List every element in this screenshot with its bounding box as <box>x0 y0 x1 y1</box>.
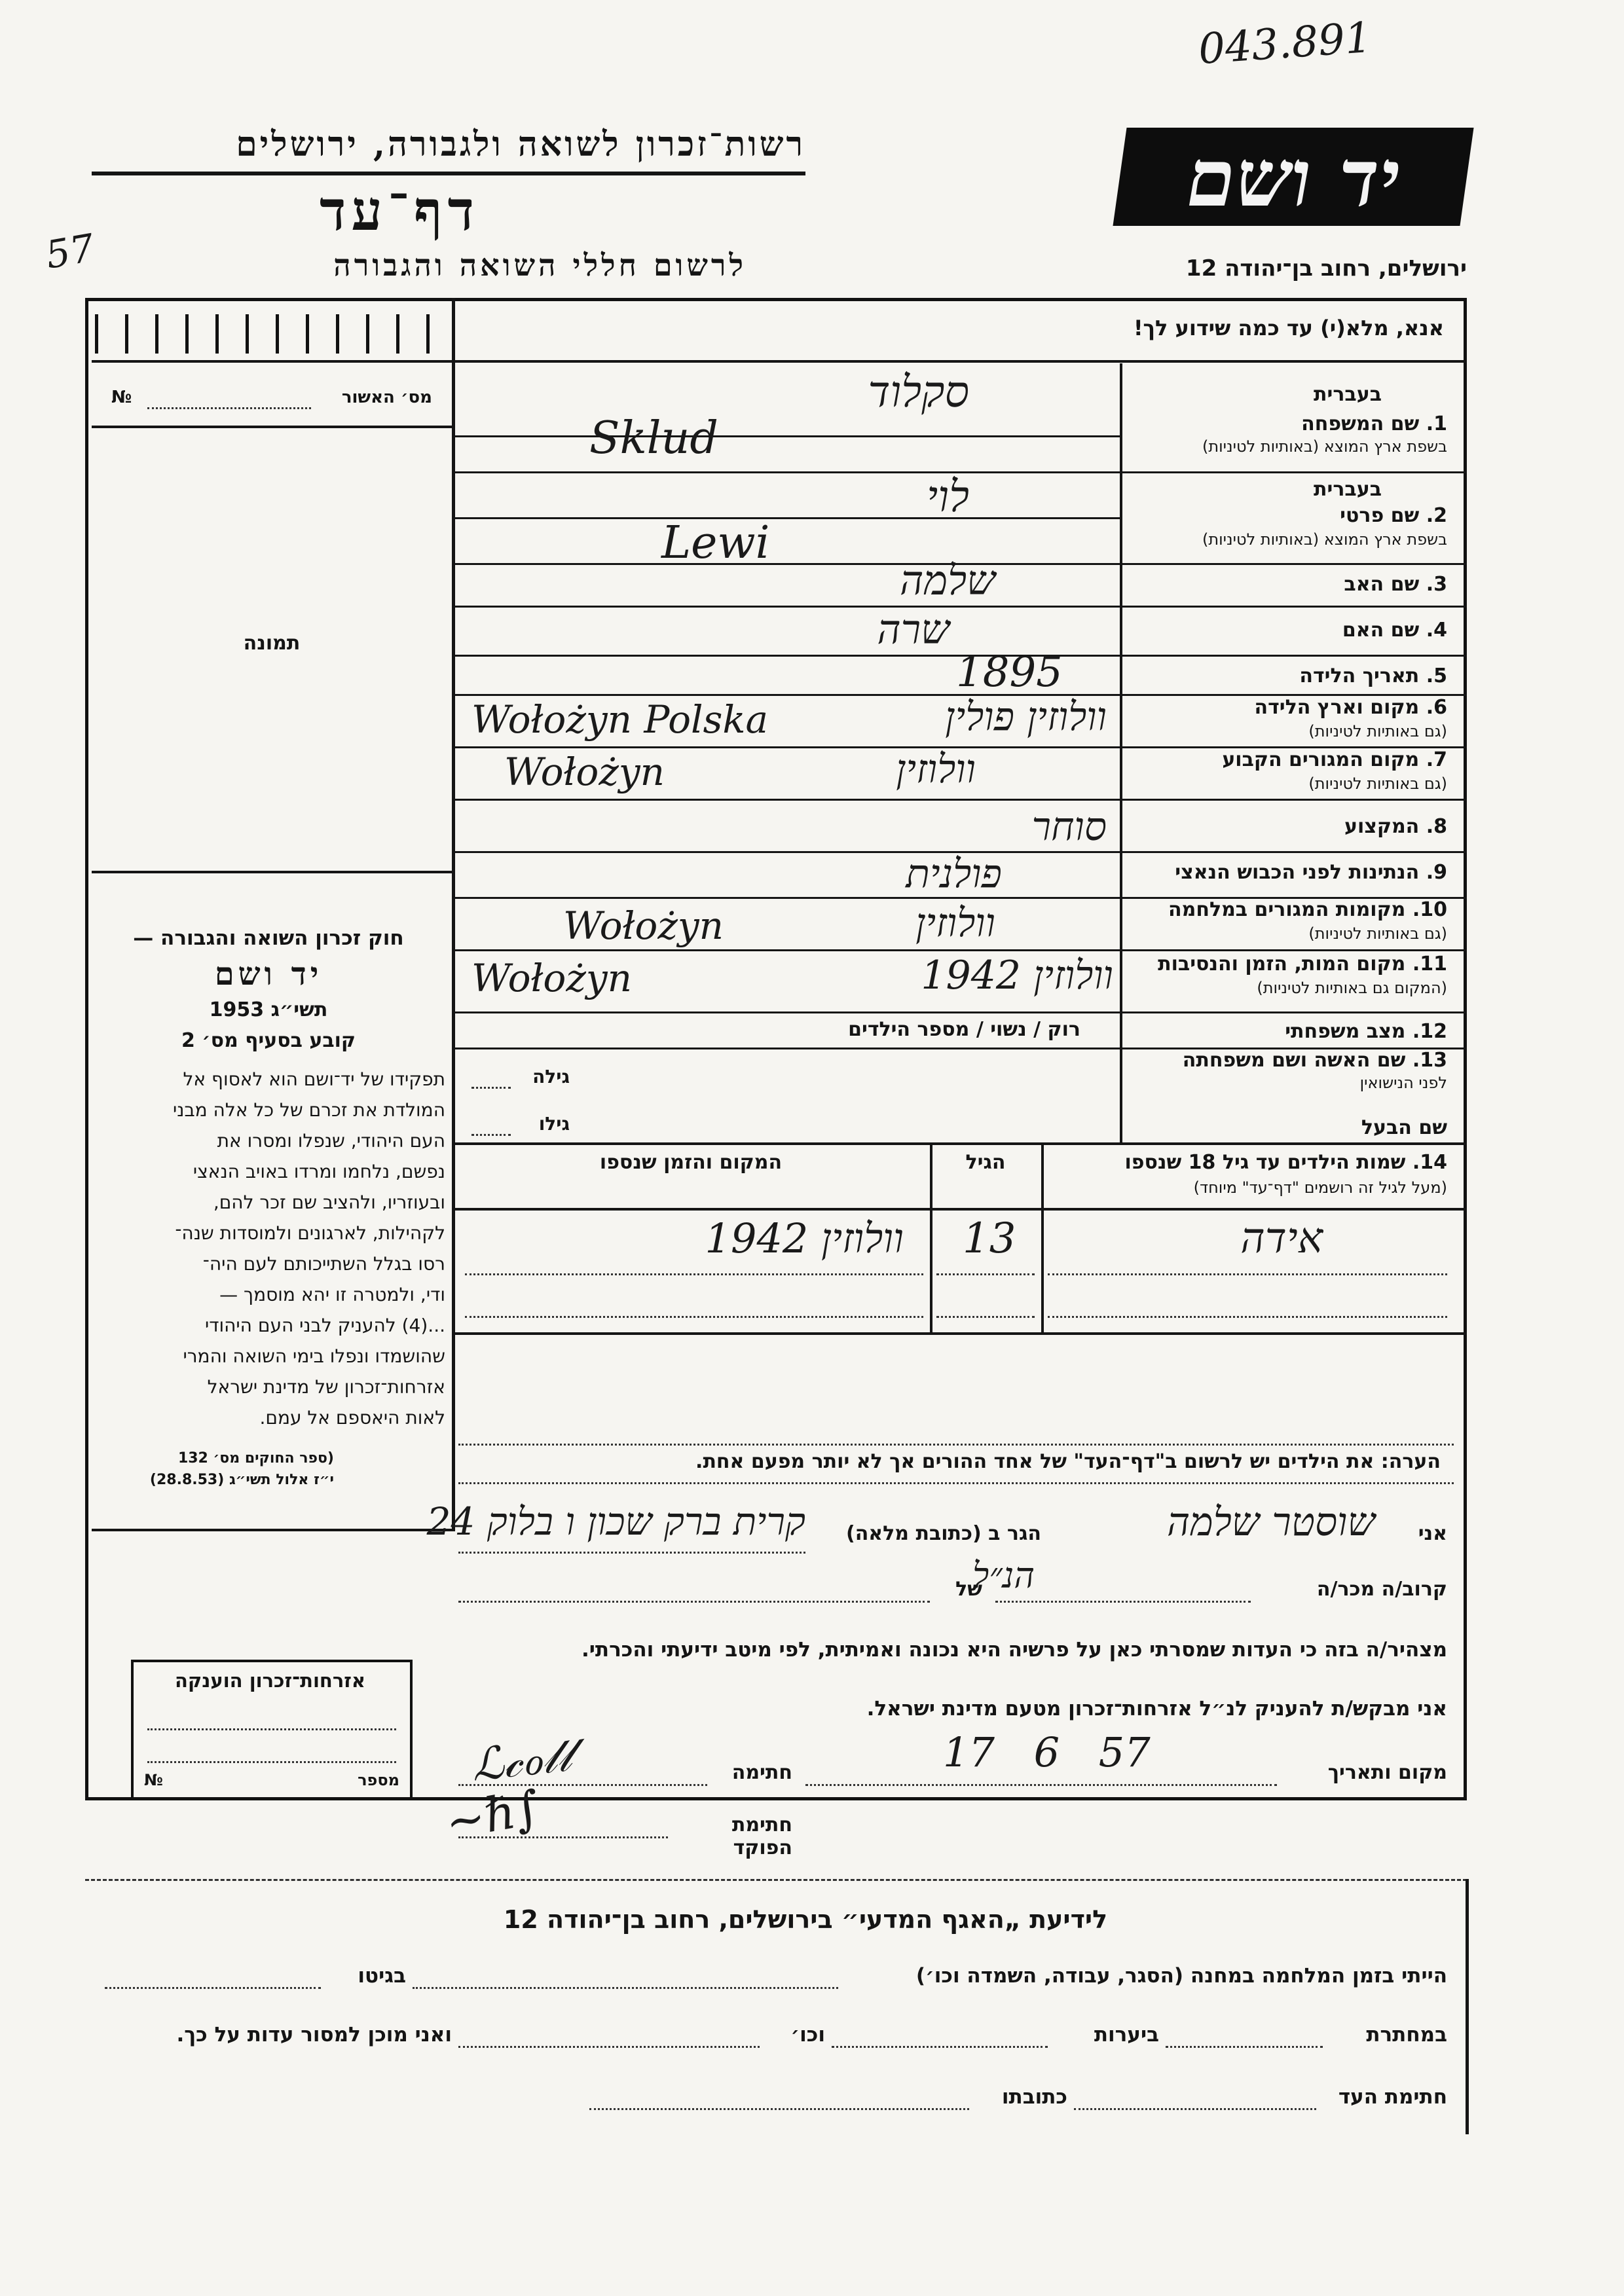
footer-line2-c: וכו׳ <box>790 2023 825 2047</box>
i-label: אני <box>1418 1522 1447 1545</box>
value-family-name-hebrew[interactable]: סקלוד <box>868 367 969 417</box>
field-sub-wife-name: לפני הנישואין <box>1359 1074 1447 1092</box>
footer-line1-a: הייתי בזמן המלחמה במחנה (הסגר, עבודה, השמדה וכו׳) <box>915 1964 1447 1988</box>
field-label-first-name: 2. שם פרטי <box>1340 504 1447 527</box>
witness-name[interactable]: שוסטר שלמה <box>1166 1499 1375 1545</box>
value-family-name-latin[interactable]: Sklud <box>589 412 718 464</box>
children-row-line[interactable] <box>936 1316 1035 1318</box>
footer-line2-input-c[interactable] <box>458 2046 760 2048</box>
footer-line1-input-b[interactable] <box>105 1987 321 1989</box>
permit-label: מס׳ האשור <box>341 388 432 407</box>
footer-line2-d: ואני מוכן למסור עדות על כך. <box>176 2023 452 2047</box>
footer-right-border <box>1466 1879 1469 2134</box>
row-sep <box>455 1011 1467 1013</box>
wife-age-label: גילה <box>532 1066 570 1087</box>
value-residence-latin[interactable]: Wołożyn <box>504 750 665 794</box>
row-sep <box>455 799 1467 801</box>
field-sub-birth-place: (גם באותיות לטיניות) <box>1308 722 1447 740</box>
field-label-birth-date: 5. תאריך הלידה <box>1299 665 1447 687</box>
footer-line2-input-a[interactable] <box>1166 2046 1323 2048</box>
address-line[interactable] <box>458 1552 805 1554</box>
child-name[interactable]: אידה <box>1240 1214 1323 1263</box>
id-ticks-underline <box>92 360 452 363</box>
child-place[interactable]: וולוזין 1942 <box>705 1214 904 1262</box>
row-sep <box>455 435 1120 437</box>
field-label-death-place: 11. מקום המות, הזמן והנסיבות <box>1158 953 1447 975</box>
memorial-line[interactable] <box>147 1728 396 1730</box>
children-row-line[interactable] <box>1048 1316 1447 1318</box>
value-death-place-latin[interactable]: Wołożyn <box>471 956 632 1000</box>
children-table-bottom <box>455 1332 1467 1335</box>
husband-age-input[interactable] <box>471 1134 511 1136</box>
children-row-line[interactable] <box>1048 1273 1447 1275</box>
place-date-label: מקום ותאריך <box>1327 1761 1447 1784</box>
margin-note: 57 <box>42 225 98 278</box>
footer-line3-b: כתובתו <box>1001 2085 1067 2109</box>
memorial-number-label: מספר <box>358 1771 399 1789</box>
value-profession[interactable]: סוחר <box>1031 804 1107 850</box>
memorial-line[interactable] <box>147 1761 396 1763</box>
field-label-father-name: 3. שם האב <box>1344 573 1447 596</box>
field-sub-family-name: בשפת ארץ המוצא (באותיות לטיניות) <box>1202 437 1447 456</box>
law-clause: קובע בסעיף מס׳ 2 <box>181 1029 356 1052</box>
memorial-title: אזרחות־זכרון הוענקה <box>174 1669 366 1692</box>
value-father-name[interactable]: שלמה <box>900 556 995 604</box>
witness-signature: ℒ𝒸ℴ𝓁𝓁 <box>469 1730 574 1792</box>
hebrew-tag-1: בעברית <box>1314 383 1382 406</box>
relation-line-2[interactable] <box>458 1601 930 1603</box>
value-nationality[interactable]: פולנית <box>906 851 1002 897</box>
note-text: הערה: את הילדים יש לרשום ב"דף־העד" של אחד ההורים אך לא יותר מפעם אחת. <box>695 1450 1441 1473</box>
children-col-age: הגיל <box>965 1151 1006 1174</box>
footer-line2-a: במחתרת <box>1366 2023 1447 2047</box>
office-address: ירושלים, רחוב בן־יהודה 12 <box>1185 255 1467 282</box>
footer-title: לידיעת „האגף המדעי״ בירושלים, רחוב בן־יהודה 12 <box>503 1905 1108 1934</box>
wife-age-input[interactable] <box>471 1087 511 1089</box>
field-sub-death-place: (המקום גם באותיות לטיניות) <box>1257 979 1447 997</box>
memorial-number-symbol: № <box>144 1771 163 1789</box>
children-row-line[interactable] <box>465 1273 923 1275</box>
footer-line3-input-a[interactable] <box>1074 2108 1316 2110</box>
children-col-divider-2 <box>1041 1142 1044 1332</box>
field-column-divider <box>1120 363 1122 1142</box>
children-row-line[interactable] <box>936 1273 1035 1275</box>
law-name: יד ושם <box>214 956 323 993</box>
frame-divider <box>452 298 455 1529</box>
row-sep <box>455 606 1467 608</box>
field-label-wife-name: 13. שם האשה ושם משפחתה <box>1182 1049 1447 1072</box>
hebrew-tag-2: בעברית <box>1314 478 1382 501</box>
authority-underline <box>92 172 805 175</box>
children-row-line[interactable] <box>465 1316 923 1318</box>
footer-line2-b: ביערות <box>1094 2023 1159 2047</box>
permit-underline <box>92 426 452 428</box>
official-signature: ∼ℏ∫ <box>441 1779 544 1850</box>
value-wartime-places-latin[interactable]: Wołożyn <box>563 903 724 948</box>
official-signature-label: חתימת הפוקד <box>731 1813 792 1859</box>
law-source-2: י״ז אלול תשי״ג (28.8.53) <box>149 1472 334 1488</box>
value-mother-name[interactable]: שרה <box>877 606 950 653</box>
intro-underline <box>455 360 1467 363</box>
children-title: 14. שמות הילדים עד גיל 18 שנספו <box>1124 1151 1447 1174</box>
child-age[interactable]: 13 <box>963 1214 1016 1263</box>
law-body: תפקידו של יד־ושם הוא לאסוף אל המולדת את זכרם של כל אלה מבני העם היהודי, שנפלו ומסרו את נפשם, נלחמו ומרדו באויב הנאצי ובעוזריו, ולהציב שם זכר להם, לקהילות, לארגונים ולמוסדות שנה־ רסו בגלל השתייכותם לעם היה־ ודי, ולמטרה זו יהא מוסמך — ...(4) להעניק לבני העם היהודי שהושמדו ונפלו בימי השואה והמרי אזרחות־זכרון של מדינת ישראל לאות היאספם אל עמם. <box>172 1068 445 1429</box>
authority-name: רשות־זכרון לשואה ולגבורה, ירושלים <box>236 124 805 164</box>
of-label: של <box>955 1578 982 1601</box>
form-subtitle: לרשום חללי השואה והגבורה <box>333 247 747 283</box>
statement: מצהיר/ה בזה כי העדות שמסרתי כאן על פרשיה היא נכונה ואמיתית, לפי מיטב ידיעתי והכרתי. <box>581 1638 1447 1662</box>
husband-age-label: גילו <box>538 1113 570 1135</box>
field-label-profession: 8. המקצוע <box>1344 815 1447 838</box>
place-date-line[interactable] <box>805 1784 1277 1786</box>
footer-line1-input-a[interactable] <box>413 1987 838 1989</box>
row-sep <box>455 1142 1467 1145</box>
signature-label: חתימה <box>731 1761 792 1784</box>
photo-placeholder[interactable]: תמונה <box>243 632 301 655</box>
value-birth-place-latin[interactable]: Wołożyn Polska <box>471 697 769 742</box>
field-label-mother-name: 4. שם האם <box>1342 619 1447 642</box>
value-first-name-hebrew[interactable]: לוי <box>926 471 969 522</box>
value-death-place-hebrew[interactable]: וולוזין 1942 <box>921 953 1113 998</box>
law-title: חוק זכרון השואה והגבורה — <box>133 926 404 950</box>
request: אני מבקש/ת להעניק לנ״ל אזרחות־זכרון מטעם מדינת ישראל. <box>866 1697 1447 1721</box>
children-title-sub: (מעל לגיל זה רושמים "דף־עד" מיוחד) <box>1193 1178 1447 1197</box>
field-label-wartime-places: 10. מקומות המגורים במלחמה <box>1168 898 1447 921</box>
value-residence-hebrew[interactable]: וולוזין <box>896 746 976 792</box>
footer-line1-b: בגיטו <box>358 1964 406 1988</box>
value-marital-status[interactable]: רוק / נשוי / מספר הילדים <box>848 1018 1080 1041</box>
value-birth-place-hebrew[interactable]: וולוזין פולין <box>945 694 1107 740</box>
relation-value[interactable]: הנ״ל <box>972 1555 1035 1596</box>
form-title: דף־עד <box>319 178 479 243</box>
intro-text: אנא, מלא(י) עד כמה שידוע לך! <box>1133 316 1444 340</box>
children-col-place: המקום והזמן שנספו <box>599 1151 783 1174</box>
permit-input[interactable] <box>147 407 311 409</box>
field-sub-residence: (גם באותיות לטיניות) <box>1308 774 1447 793</box>
footer-separator <box>85 1879 1467 1884</box>
permit-number-symbol: № <box>111 388 132 407</box>
law-source-1: (ספר החוקים מס׳ 132 <box>177 1450 334 1467</box>
archive-number: 043.891 <box>1196 13 1373 75</box>
field-label-marital-status: 12. מצב משפחתי <box>1285 1020 1447 1043</box>
field-sub-first-name: בשפת ארץ המוצא (באותיות לטיניות) <box>1202 530 1447 549</box>
photo-bottom <box>92 871 452 873</box>
relation-line[interactable] <box>995 1601 1251 1603</box>
field-label-nationality: 9. הנתינות לפני הכבוש הנאצי <box>1175 861 1447 884</box>
footer-line2-input-b[interactable] <box>832 2046 1048 2048</box>
field-label-husband-name: שם הבעל <box>1361 1116 1447 1139</box>
value-wartime-places-hebrew[interactable]: וולוזין <box>915 900 995 946</box>
field-label-residence: 7. מקום המגורים הקבוע <box>1222 748 1447 771</box>
row-sep <box>455 949 1467 951</box>
logo-text: יד ושם <box>1187 132 1400 225</box>
footer-line3-a: חתימת העד <box>1338 2085 1447 2109</box>
value-first-name-latin[interactable]: Lewi <box>661 517 770 569</box>
field-label-birth-place: 6. מקום וארץ הלידה <box>1254 696 1447 719</box>
declaration-date[interactable]: 17 6 57 <box>943 1728 1151 1776</box>
resident-label: הגר ב (כתובת מלאה) <box>845 1522 1041 1545</box>
law-year: תשי״ג 1953 <box>209 998 328 1021</box>
field-label-family-name: 1. שם המשפחה <box>1301 412 1447 435</box>
relative-label: קרוב/ה מכר/ה <box>1316 1578 1447 1601</box>
footer-line3-input-b[interactable] <box>589 2108 969 2110</box>
children-col-divider-1 <box>930 1142 932 1332</box>
witness-address[interactable]: קרית ברק שכון ו בלוק 24 <box>426 1499 805 1544</box>
field-sub-wartime-places: (גם באותיות לטיניות) <box>1308 924 1447 943</box>
value-birth-date[interactable]: 1895 <box>956 648 1063 697</box>
id-ticks <box>95 314 442 354</box>
children-header-underline <box>455 1208 1467 1211</box>
